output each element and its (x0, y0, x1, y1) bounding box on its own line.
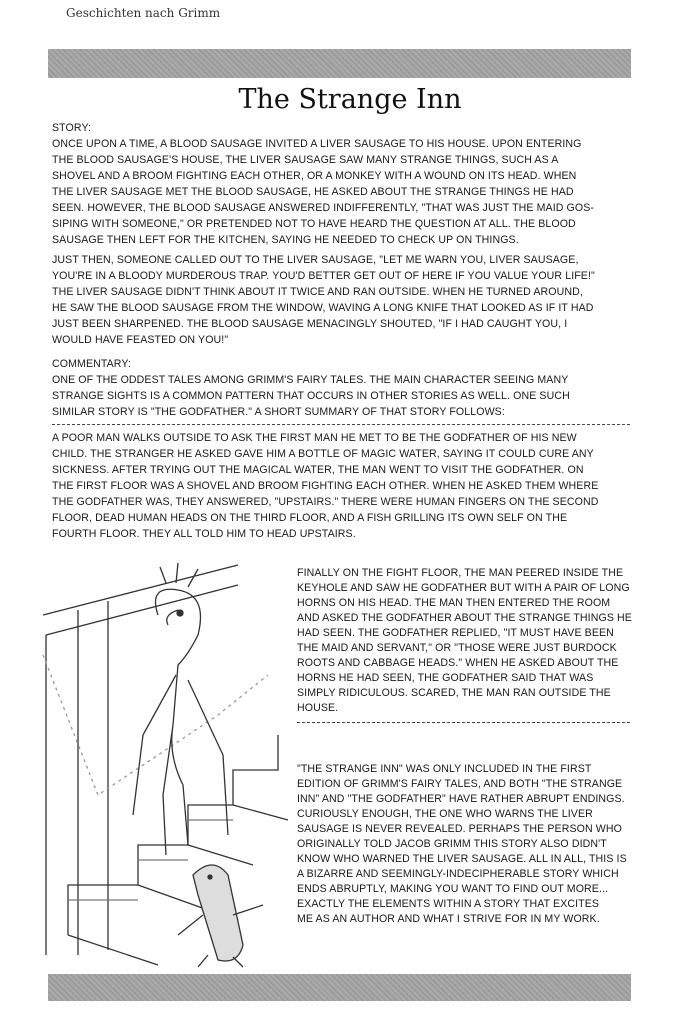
text-line: CHILD. THE STRANGER HE ASKED GAVE HIM A BOTTLE OF MAGIC WATER, SAYING IT COULD CURE ANY (52, 448, 594, 460)
story-paragraph-2 (52, 252, 595, 348)
text-line: THE LIVER SAUSAGE MET THE BLOOD SAUSAGE, HE ASKED ABOUT THE STRANGE THINGS HE HAD (52, 186, 574, 198)
text-line: THE BLOOD SAUSAGE'S HOUSE, THE LIVER SAUSAGE SAW MANY STRANGE THINGS, SUCH AS A (52, 154, 559, 166)
text-line: FINALLY ON THE FIGHT FLOOR, THE MAN PEERED INSIDE THE (297, 567, 624, 579)
text-line: "THE STRANGE INN" WAS ONLY INCLUDED IN THE FIRST (297, 763, 592, 775)
text-line: CURIOUSLY ENOUGH, THE ONE WHO WARNS THE LIVER (297, 808, 593, 820)
page-title: The Strange Inn (238, 84, 462, 115)
text-line: COMMENTARY: (52, 358, 131, 370)
commentary-intro (52, 356, 570, 420)
text-line: ONE OF THE ODDEST TALES AMONG GRIMM'S FAIRY TALES. THE MAIN CHARACTER SEEING MANY (52, 374, 569, 386)
text-line: JUST THEN, SOMEONE CALLED OUT TO THE LIVER SAUSAGE, "LET ME WARN YOU, LIVER SAUSAGE, (52, 254, 579, 266)
text-line: SIMILAR STORY IS "THE GODFATHER." A SHORT SUMMARY OF THAT STORY FOLLOWS: (52, 406, 505, 418)
text-line: SICKNESS. AFTER TRYING OUT THE MAGICAL WATER, THE MAN WENT TO VISIT THE GODFATHER. ON (52, 464, 584, 476)
text-line: INN" AND "THE GODFATHER" HAVE RATHER ABRUPT ENDINGS. (297, 793, 625, 805)
text-line: THE LIVER SAUSAGE DIDN'T THINK ABOUT IT TWICE AND RAN OUTSIDE. WHEN HE TURNED AROUND, (52, 286, 583, 298)
text-line: HOUSE. (297, 702, 339, 714)
text-line: HORNS ON HIS HEAD. THE MAN THEN ENTERED THE ROOM (297, 597, 611, 609)
godfather-summary (52, 430, 598, 542)
text-line: ENDS ABRUPTLY, MAKING YOU WANT TO FIND OUT MORE... (297, 883, 609, 895)
text-line: SIMPLY RIDICULOUS. SCARED, THE MAN RAN OUTSIDE THE (297, 687, 611, 699)
text-line: WOULD HAVE FEASTED ON YOU!" (52, 334, 229, 346)
text-line: THE GODFATHER WAS, THEY ANSWERED, "UPSTAIRS." THERE WERE HUMAN FINGERS ON THE SECOND (52, 496, 599, 508)
divider-2 (297, 722, 630, 723)
godfather-summary-continued (297, 566, 632, 716)
closing-commentary (297, 762, 627, 927)
text-line: KEYHOLE AND SAW HE GODFATHER BUT WITH A PAIR OF LONG (297, 582, 630, 594)
text-line: EXACTLY THE ELEMENTS WITHIN A STORY THAT EXCITES (297, 898, 600, 910)
text-line: A POOR MAN WALKS OUTSIDE TO ASK THE FIRST MAN HE MET TO BE THE GODFATHER OF HIS NEW (52, 432, 577, 444)
text-line: THE FIRST FLOOR WAS A SHOVEL AND BROOM FIGHTING EACH OTHER. WHEN HE ASKED THEM WHERE (52, 480, 599, 492)
running-header: Geschichten nach Grimm (66, 6, 221, 20)
text-line: THE MAID AND SERVANT," OR "THOSE WERE JUST BURDOCK (297, 642, 617, 654)
divider (52, 424, 630, 425)
text-line: YOU'RE IN A BLOODY MURDEROUS TRAP. YOU'D BETTER GET OUT OF HERE IF YOU VALUE YOUR LIFE!" (52, 270, 595, 282)
text-line: ORIGINALLY TOLD JACOB GRIMM THIS STORY ALSO DIDN'T (297, 838, 607, 850)
footer-bar (48, 974, 631, 1001)
text-line: SEEN. HOWEVER, THE BLOOD SAUSAGE ANSWERED INDIFFERENTLY, "THAT WAS JUST THE MAID GOS- (52, 202, 595, 214)
text-line: FOURTH FLOOR. THEY ALL TOLD HIM TO HEAD UPSTAIRS. (52, 528, 356, 540)
text-line: HE SAW THE BLOOD SAUSAGE FROM THE WINDOW, WAVING A LONG KNIFE THAT LOOKED AS IF IT HAD (52, 302, 594, 314)
text-line: ME AS AN AUTHOR AND WHAT I STRIVE FOR IN MY WORK. (297, 913, 600, 925)
text-line: SHOVEL AND A BROOM FIGHTING EACH OTHER, OR A MONKEY WITH A WOUND ON ITS HEAD. WHEN (52, 170, 577, 182)
text-line: A BIZARRE AND SEEMINGLY-INDECIPHERABLE STORY WHICH (297, 868, 619, 880)
text-line: FLOOR, DEAD HUMAN HEADS ON THE THIRD FLOOR, AND A FISH GRILLING ITS OWN SELF ON THE (52, 512, 568, 524)
text-line: SAUSAGE THEN LEFT FOR THE KITCHEN, SAYING HE NEEDED TO CHECK UP ON THINGS. (52, 234, 519, 246)
text-line: KNOW WHO WARNED THE LIVER SAUSAGE. ALL IN ALL, THIS IS (297, 853, 627, 865)
sausage-stairs-illustration (38, 555, 293, 970)
text-line: JUST BEEN SHARPENED. THE BLOOD SAUSAGE MENACINGLY SHOUTED, "IF I HAD CAUGHT YOU, I (52, 318, 568, 330)
text-line: SIPING WITH SOMEONE," OR PRETENDED NOT TO HAVE HEARD THE QUESTION AT ALL. THE BLOOD (52, 218, 576, 230)
story-paragraph-1 (52, 120, 594, 248)
text-line: HORNS HE HAD SEEN, THE GODFATHER SAID THAT WAS (297, 672, 594, 684)
text-line: AND ASKED THE GODFATHER ABOUT THE STRANGE THINGS HE (297, 612, 632, 624)
text-line: STORY: (52, 122, 92, 134)
text-line: ONCE UPON A TIME, A BLOOD SAUSAGE INVITED A LIVER SAUSAGE TO HIS HOUSE. UPON ENTERING (52, 138, 582, 150)
text-line: HAD SEEN. THE GODFATHER REPLIED, "IT MUST HAVE BEEN (297, 627, 614, 639)
text-line: STRANGE SIGHTS IS A COMMON PATTERN THAT OCCURS IN OTHER STORIES AS WELL. ONE SUCH (52, 390, 570, 402)
text-line: SAUSAGE IS NEVER REVEALED. PERHAPS THE PERSON WHO (297, 823, 622, 835)
header-bar (48, 49, 631, 78)
text-line: ROOTS AND CABBAGE HEADS." WHEN HE ASKED ABOUT THE (297, 657, 619, 669)
text-line: EDITION OF GRIMM'S FAIRY TALES, AND BOTH "THE STRANGE (297, 778, 623, 790)
